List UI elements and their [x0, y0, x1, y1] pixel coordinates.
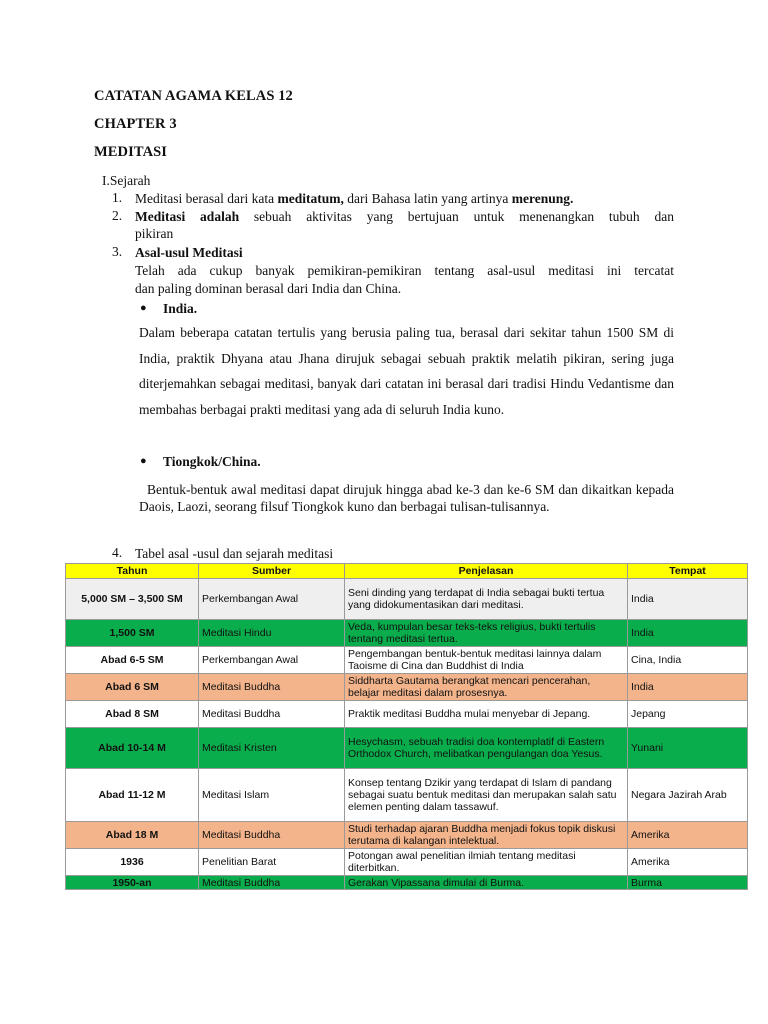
table-row — [66, 822, 748, 849]
table-row — [66, 849, 748, 876]
cell-tahun: Abad 8 SM — [66, 701, 199, 728]
cell-tahun: Abad 6 SM — [66, 674, 199, 701]
cell-penjelasan: Hesychasm, sebuah tradisi doa kontemplatif di Eastern Orthodox Church, melibatkan pengulangan doa Yesus. — [345, 728, 628, 769]
cell-tempat: India — [628, 674, 748, 701]
cell-tahun: Abad 10-14 M — [66, 728, 199, 769]
cell-penjelasan: Studi terhadap ajaran Buddha menjadi fokus topik diskusi terutama di kalangan intelektual. — [345, 822, 628, 849]
cell-sumber: Meditasi Islam — [199, 769, 345, 822]
topic-heading: MEDITASI — [94, 144, 168, 160]
item-2-line-2: pikiran — [135, 226, 174, 241]
cell-sumber: Meditasi Buddha — [199, 876, 345, 890]
item-2-number: 2. — [112, 208, 123, 223]
cell-tempat: Amerika — [628, 849, 748, 876]
cell-sumber: Meditasi Buddha — [199, 701, 345, 728]
cell-tempat: India — [628, 620, 748, 647]
table-row — [66, 728, 748, 769]
item-3-line-2: dan paling dominan berasal dari India dan China. — [135, 281, 402, 296]
cell-tahun: 1,500 SM — [66, 620, 199, 647]
item-4-title: Tabel asal -usul dan sejarah meditasi — [135, 546, 334, 561]
cell-tempat: Burma — [628, 876, 748, 890]
cell-tahun: Abad 6-5 SM — [66, 647, 199, 674]
table-row — [66, 701, 748, 728]
chapter-heading: CHAPTER 3 — [94, 116, 177, 132]
item-4-number: 4. — [112, 545, 123, 560]
item-1-term: meditatum, — [277, 191, 344, 206]
cell-penjelasan: Gerakan Vipassana dimulai di Burma. — [345, 876, 628, 890]
cell-tahun: Abad 18 M — [66, 822, 199, 849]
cell-tempat: Yunani — [628, 728, 748, 769]
cell-penjelasan: Praktik meditasi Buddha mulai menyebar di Jepang. — [345, 701, 628, 728]
china-bullet: ● — [140, 455, 147, 467]
section-label: I.Sejarah — [102, 173, 151, 188]
header-penjelasan: Penjelasan — [345, 564, 628, 579]
cell-sumber: Perkembangan Awal — [199, 579, 345, 620]
cell-penjelasan: Potongan awal penelitian ilmiah tentang meditasi diterbitkan. — [345, 849, 628, 876]
item-3-number: 3. — [112, 244, 123, 259]
cell-sumber: Meditasi Buddha — [199, 822, 345, 849]
cell-tempat: Jepang — [628, 701, 748, 728]
item-3-title: Asal-usul Meditasi — [135, 245, 243, 260]
table-row — [66, 579, 748, 620]
cell-penjelasan: Siddharta Gautama berangkat mencari pencerahan, belajar meditasi dalam prosesnya. — [345, 674, 628, 701]
cell-tempat: Cina, India — [628, 647, 748, 674]
item-1-text — [135, 190, 573, 207]
cell-sumber: Perkembangan Awal — [199, 647, 345, 674]
table-row — [66, 620, 748, 647]
header-tahun: Tahun — [66, 564, 199, 579]
china-paragraph: Bentuk-bentuk awal meditasi dapat dirujuk hingga abad ke-3 dan ke-6 SM dan dikaitkan kepada Daois, Laozi, seorang filsuf Tiongkok kuno dan berbagai tulisan-tulisannya. — [139, 482, 674, 514]
cell-tahun: Abad 11-12 M — [66, 769, 199, 822]
item-2-line-1 — [135, 208, 674, 225]
item-3-line-1: Telah ada cukup banyak pemikiran-pemikiran tentang asal-usul meditasi ini tercatat — [135, 263, 674, 278]
table-header-row — [66, 564, 748, 579]
meditation-history-table — [65, 563, 748, 890]
item-2-text: sebuah aktivitas yang bertujuan untuk menenangkan tubuh dan — [239, 209, 674, 224]
cell-penjelasan: Veda, kumpulan besar teks-teks religius, bukti tertulis tentang meditasi tertua. — [345, 620, 628, 647]
header-tempat: Tempat — [628, 564, 748, 579]
item-1-meaning: merenung. — [511, 191, 574, 206]
cell-penjelasan: Seni dinding yang terdapat di India sebagai bukti tertua yang didokumentasikan dari meditasi. — [345, 579, 628, 620]
india-bullet: ● — [140, 302, 147, 314]
item-1-part-a: Meditasi berasal dari kata — [135, 191, 278, 206]
cell-sumber: Meditasi Kristen — [199, 728, 345, 769]
table-row — [66, 769, 748, 822]
cell-tempat: India — [628, 579, 748, 620]
cell-tahun: 1936 — [66, 849, 199, 876]
cell-sumber: Meditasi Hindu — [199, 620, 345, 647]
document-title: CATATAN AGAMA KELAS 12 — [94, 88, 293, 104]
cell-sumber: Meditasi Buddha — [199, 674, 345, 701]
india-title: India. — [163, 301, 198, 316]
cell-tahun: 1950-an — [66, 876, 199, 890]
table-row — [66, 674, 748, 701]
cell-penjelasan: Konsep tentang Dzikir yang terdapat di Islam di pandang sebagai suatu bentuk meditasi dan merupakan salah satu elemen penting dalam tassawuf. — [345, 769, 628, 822]
cell-tahun: 5,000 SM – 3,500 SM — [66, 579, 199, 620]
cell-sumber: Penelitian Barat — [199, 849, 345, 876]
india-paragraph: Dalam beberapa catatan tertulis yang berusia paling tua, berasal dari sekitar tahun 1500 SM di India, praktik Dhyana atau Jhana dirujuk sebagai sebuah praktik melatih pikiran, sering juga diterjemahkan sebagai meditasi, banyak dari catatan ini berasal dari tradisi Hindu Vedantisme dan membahas berbagai prakti meditasi yang ada di seluruh India kuno. — [139, 325, 674, 417]
item-2-term: Meditasi adalah — [135, 209, 240, 224]
china-title: Tiongkok/China. — [163, 454, 261, 469]
header-sumber: Sumber — [199, 564, 345, 579]
cell-tempat: Negara Jazirah Arab — [628, 769, 748, 822]
table-row — [66, 876, 748, 890]
table-row — [66, 647, 748, 674]
item-1-part-c: dari Bahasa latin yang artinya — [343, 191, 512, 206]
cell-tempat: Amerika — [628, 822, 748, 849]
cell-penjelasan: Pengembangan bentuk-bentuk meditasi lainnya dalam Taoisme di Cina dan Buddhist di India — [345, 647, 628, 674]
item-1-number: 1. — [112, 190, 123, 205]
